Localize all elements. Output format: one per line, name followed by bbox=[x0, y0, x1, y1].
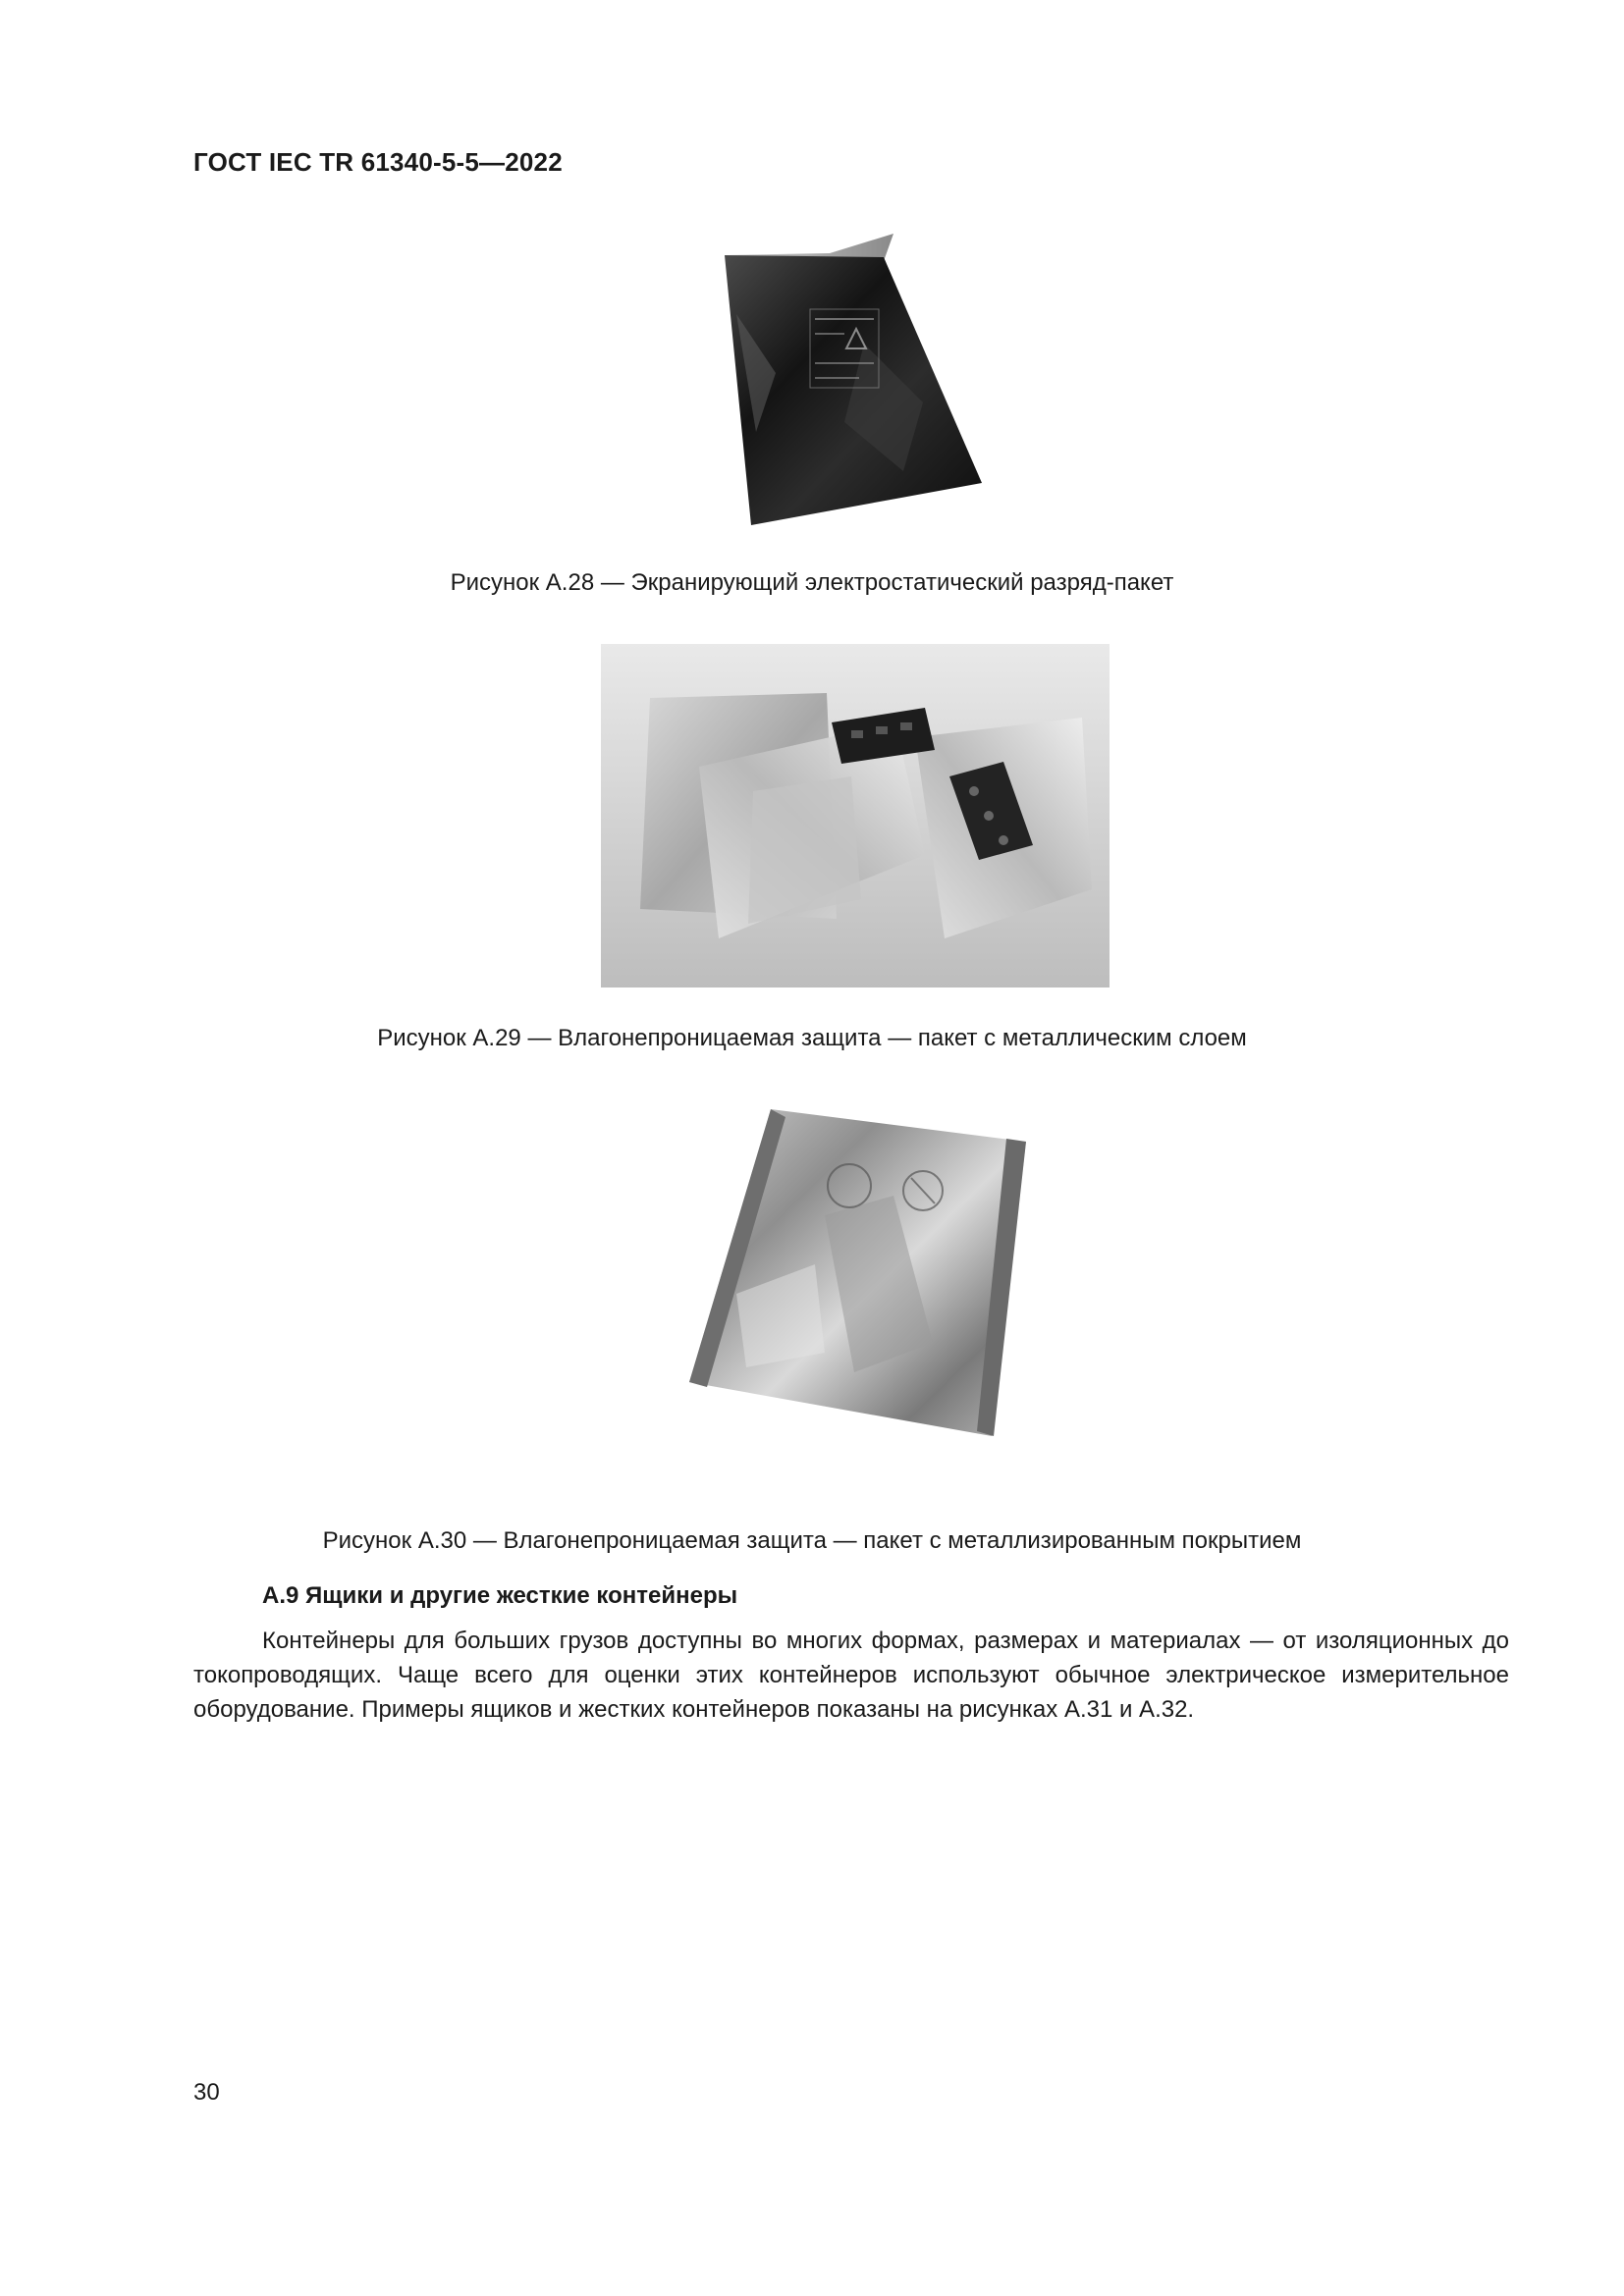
figure-a28-image bbox=[687, 226, 1001, 530]
figure-a28-caption: Рисунок А.28 — Экранирующий электростатический разряд-пакет bbox=[450, 569, 1174, 596]
section-paragraph: Контейнеры для больших грузов доступны во многих формах, размерах и материалах — от изоляционных до токопроводящих. Чаще всего для оценки этих контейнеров используют обычное электрическое измерительное оборудование. Примеры ящиков и жестких контейнеров показаны на рисунках А.31 и А.32. bbox=[193, 1628, 1509, 1723]
figure-a29-image bbox=[601, 644, 1110, 988]
figure-a30-image bbox=[677, 1097, 1041, 1490]
document-header: ГОСТ IEC TR 61340-5-5—2022 bbox=[193, 147, 563, 177]
figure-a30-caption: Рисунок А.30 — Влагонепроницаемая защита — пакет с металлизированным покрытием bbox=[322, 1527, 1302, 1554]
page-number: 30 bbox=[193, 2079, 220, 2106]
figure-a29-caption: Рисунок А.29 — Влагонепроницаемая защита — пакет с металлическим слоем bbox=[377, 1025, 1247, 1051]
section-heading: А.9 Ящики и другие жесткие контейнеры bbox=[262, 1582, 738, 1609]
